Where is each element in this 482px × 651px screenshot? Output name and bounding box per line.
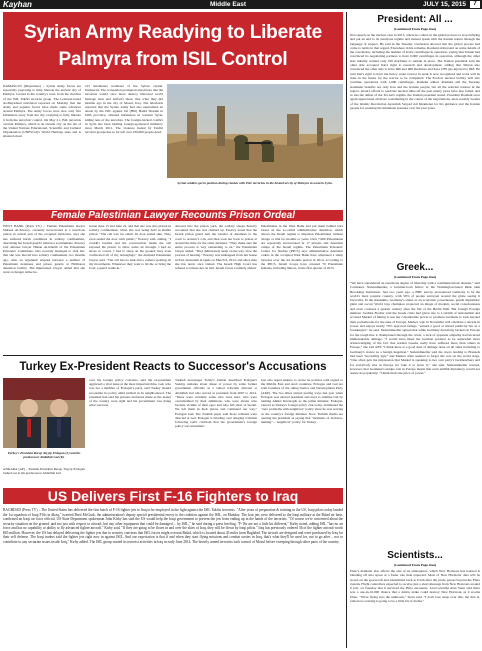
palestine-headline-bar [3, 210, 343, 221]
president-article: first speech on the nuclear case in 2013, where he called on the global powers to stop bullying and put an end to its sanctions regime and instead speak with the Iranian nation through the language of respect. He said in the Tuesday conclusion showed that the global powers had come to terms in that regard. Elsewhere in his remarks, Rouhani elaborated on some details of the conclusion, including the number of Iran's centrifuges in operation, saying that Tehran had convinced its negotiating partners to have 6,000 centrifuges in operation, although the other side initially wanted only 100 machines to remain in place. The Iranian president said the other side accepted Iran's right to research and development, adding that Tehran also convinced the other side to have IR6 and IR8 machines and have UF6 gas injected to IR8. He said Iran's right to have the heavy water reactor in Arak is now recognized and work will be done in the future for the reactor to be completed. The Fordow nuclear facility will also continue operations with 1,000 centrifuges, Rouhani added. Rouhani and the Tuesday statement benefits not only Iran and the Iranian people, but all the relevant nations in the region. Israel's efforts to push the nuclear talks off the past ninety years have also failed, and so has the defeat of the Tel Aviv regime, the Iranian president stated. President Rouhani once again appreciated all those contributing in the course of the negotiations, most notably Leader of the Islamic Revolution Ayatollah Seyyed Ali Khamenei for his guidance and the Iranian people for resisting the inhumane pressure over the past years. [350, 33, 480, 111]
us-f16-article: BAGHDAD (Press TV) – The United States has delivered the first batch of F-16 fighter jets to Iraq to be employed in the fight against the ISIL Takfiri terrorists. "After years of preparation & training in the US, Iraqi pilots today landed the 1st squadron of Iraqi F16s in #Iraq," tweeted Brett McGurk, the administration's deputy special presidential envoy to the coalition against the ISIL, on Monday. The four jets were delivered to the Iraqi military at the Balad air base, confirmed an Iraqi air force official. US State Department spokesman John Kirby has said the US would help the Iraqi government to prevent the jets from ending up in the hands of the terrorists. "Of course we're concerned about the security situation on the ground, and not just with respect to aircraft, but any other equipment that could be damaged ... by ISIL," he said during a press briefing. "F-16s are not a little bit different," Kirby noted, adding ISIL "has no air force and has no capability or ability to fly advanced fighter aircraft." Kirby said, "If they are going to be flown in and over the skies of Iraq, they will be flown by Iraqi pilots." Iraq has previously ordered 36 of the fighter aircraft worth $65 million. However, the US has delayed delivering the fighter jets due to security concerns that ISIL forces might overrun Balad, which is located about 45 miles from Baghdad. The aircraft are designed and were purchased by Iraq for their self defense. The Iraqi traders said the fighter jets right now in against ISIL. And our expectation is that if and when they start flying missions and combat sorties in Iraq, that's what they'll be used for, not to go after – not to contribute to any sectarian issues inside Iraq," Kirby added. The ISIL group started its terrorist activities in Iraq in early June 2014. The heavily armed terrorists took control of Mosul before sweeping through other parts of the country. [3, 508, 343, 544]
masthead [0, 0, 482, 9]
turkey-photo-image [3, 378, 85, 448]
turkey-photo-caption: Turkey's President Recep Tayyip Erdogan (L) and his predecessor Abdullah Gul (R). [7, 451, 81, 459]
turkey-headline: Turkey Ex-President Reacts to Successor's Accusations [19, 361, 327, 373]
turkey-article-col2: over his foreign policy concerns, said the ex-president aggrieved a vital issue at the most important time. Gul, who was not a member of Erdogan's party, said Turkey should reconsider its policy amid turmoil in its neighborhood. The president had said his greatest decisions made as the leader of the country were right and his government was doing what was best. [89, 378, 171, 408]
column-divider [346, 12, 347, 648]
palestine-article-col2: tween June 15 and June 22, and that she was also placed in solitary confinement, when she was being held in Ramla prison. "The cell was too small. Its door sealed shut. They even sealed the door with plastic," Eesawy said, adding, "I couldn't breathe and the conversation inside the cell exposed the plastic to allow some air through. I had no shoes or covers. I had to sleep on the ground; they even confiscated all of my belongings," the detained Palestinian lawyer said. "The cell has no sink and a camera spotting all my movements. Whenever they want to hit me or bring me food, a guard walks in." [89, 224, 171, 271]
palestine-article-col4: Palestinians in the West Bank and put them behind bars based on the so-called administrative detention, which allows the Israeli regime to imprison Palestinians without charge or trial for months or years. Over 7,000 Palestinians are reportedly incarcerated in 17 prisons and detention camps of the Israeli regime. The Palestinian Prisoners' Center for Studies (PPCS) says administrative detention orders in the occupied West Bank have witnessed a sharp increase over the six months period in 2014, according to the PPCS, Israeli troops have arrested 70 Palestinian females, including minors, in the first quarter of 2015. [261, 224, 343, 271]
palestine-headline: Female Palestinian Lawyer Recounts Prison Ordeal [51, 210, 295, 221]
issue-date: JULY 15, 2015 [422, 1, 466, 8]
scientists-article: Pluto's diameter also affects the size of its atmosphere, which New Horizons has learned is bleeding off into space at a faster rate than expected. Most of New Horizons' data will be stored on the spacecraft and transmitted back to Earth after the probe passes beyond the Pluto system. Flight controllers expected to receive just a short message from New Horizons around 9 p.m. on Tuesday that it survived the Pluto encounter. Lead scientist Alan Stern said there was a one-in-10,000 chance that a debris strike could destroy New Horizons as it zooms Pluto. "We're flying into the unknown," Stern said. "I don't lose sleep over this, but that is, tomorrow evening is going to be a little bit of drama." [350, 569, 480, 604]
president-continued-sub: (Continued From Page One) [393, 27, 437, 31]
greek-continued-head: Greek... [396, 262, 434, 273]
palestine-article-col1: WEST BANK (Press TV) – Female Palestinian lawyer Shireen Al-Eesawy, currently incarcerated at a notorious prison in central part of the occupied territories, says she has suffered harsh conditions in solitary confinement, describing her Israeli guards' behavior as inhumane. Eesawy told defense lawyer Hanan Al-Khatib of the Palestinian Prisoners' Committee, who recently managed to visit her, that she was moved into solitary confinement two months ago, after an argument erupted between a number of Palestinian detainees and prison guards at HaSharon detention facility. The imprisoned lawyer added that she went on hunger strike be- [3, 224, 85, 275]
syria-soldiers-photo [167, 84, 343, 178]
kayhan-logo: Kayhan [3, 0, 32, 9]
syria-headline-banner [3, 12, 343, 80]
syria-photo-image [167, 84, 343, 178]
greek-continued-sub: (Continued From Page One) [393, 275, 437, 279]
turkey-article-col1: ANKARA (AP) – Turkish President Recep Tayyip Erdogan lashed out at his predecessor Abdullah Gul [3, 467, 85, 476]
syria-headline-line2: Palmyra from ISIL Control [58, 49, 288, 70]
syria-article-col1: DAMASCUS (Dispatches) – Syrian Army forces are reportedly preparing to fully liberate the ancient city of Palmyra, located in the country's west, from the clutches of the ISIL Takfiri terrorist group. The Lebanon-based Al-Mayadeen television reported on Monday that the Army and popular forces have made some advances around Palmyra. The Army forces were now only five kilometers away from the city, readying to fully liberate it from the terrorists' control. On May 21, ISIL terrorists overran Palmyra, which is an ancient city on the list of the United Nations Educational, Scientific and Cultural Organization (UNESCO)'s World Heritage sites and is situated about [3, 84, 81, 139]
scientists-continued-sub: (Continued From Page One) [393, 563, 437, 567]
divider [3, 355, 343, 356]
greek-article: "We have squandered an enormous degree of liberality with a communications disaster," said Constanze Stelzenmueller, a German-born fellow at the Washington-based think tank Brookings Institution. Just two years ago, a BBC survey pronounced Germany to be the world's most popular country, with 59% of people surveyed around the globe seeing it favorably. In the meantime, Germany's status as an economic powerhouse, gentle diplomatic giant and soccer World Cup champion projected an image of modern, social consciousness and even coolness a quarter century after the fall of the Berlin Wall. But foreign Foreign minister Joschka Fischer said the Greek crisis had given rise to a rebirth of nationalism and accused Merkel of failing to use her considerable power to promote Germans to look beyond their pocketbooks for the sake of Europe. Merkel, who in November will celebrate a decade in power and enjoys nearly 70% approval ratings, "earned a good or mixed publicity but as a bookkeeper", he said. Stelzenmueller agreed that while Germany had many backers in Europe for the tough line it championed through the crisis, a lack of apparent empathy had incurred immeasurable damage. "I would have liked the German position to be somewhat more acknowledging of the fact that normal Greeks really have suffered more than others in Europe," she told AFP. "I think there is a good deal of damage done on all sides including to Germany's stance as a benign hegemon." Stelzenmueller said the doors leading to Brussels had been "incredibly ugly" and Merkel often seemed to forget she was on the world stage. "One often gets the impression that Merkel is speaking to her own party's backbenchers and for everybody else in Europe it's 'take it or leave it'," she said. Stelzenmueller warned, however, that Germany's unique role in Europe meant that even skillful diplomacy would not assure its popularity. "I think that's the price of power." [350, 281, 480, 376]
scientists-continued-head: Scientists... [387, 550, 443, 561]
page-number: 7 [470, 1, 480, 8]
section-title: Middle East [209, 1, 247, 8]
us-f16-headline: US Delivers First F-16 Fighters to Iraq [47, 488, 299, 504]
president-continued-head: President: All ... [377, 14, 453, 25]
syria-article-col2: 215 kilometers northeast of the Syrian capital, Damascus. The occupation prompted raised fears that the terrorists would once more destroy historical world heritage sites and artifacts there, like what they did months ago in the city of Mosul, Iraq. The television reported that the Syrian Army had also neutralized an attack by the ISIL against Tal (Hill) Hadid Shariah in Idlib province, situated kilometers in western Syria, killing tens of the terrorists. The foreign-backed conflict in Syria has been battling foreign-sponsored militancy since March 2011. The violence fueled by Takfiri terrorist groups has so far left over 230,000 people dead. [85, 84, 163, 135]
turkey-article-col4: Gul also urged Ankara to revise its policies with regard to the Middle East and Arab countries. Erdogan and Gul are both founders of the ruling Justice and Development Party (AKP). The two allies started parting ways last year when Erdogan was elected president and tried to sideline Gul by naming Ahmet Davutoglu as the prime minister. Erdogan, viewed as Turkey's foreign policy czar today, dominated the "zero problems with neighbors" policy since he was serving as the country's foreign minister. Now, Turkish media are quoting the president as saying that "moments of decision-making" ... neighbors" policy for Turkey. [261, 378, 343, 425]
palestine-article-col3: allowed into the prison yard, the solitary sleeps Eesawy recounted that she was chained up. Eesawy noted that the Israeli prison guard sent the transfer of detainees to the court to around 2 a.m. and then took her back to prison at around the time for the other detained. "They make sure the entire process is very exhausting to us," the Palestinian lawyer added. "They deliberately sleep on the way, slow the process of hearing." Eesawy was kidnapped from her house in East Jerusalem al-Quds on March 6, 2014, and since then she has never once visited. The Israeli High Court has refused to release her on bail. Israeli forces routinely abduct [175, 224, 257, 271]
us-f16-headline-bar [3, 488, 343, 504]
turkey-article-col3: Turkish newspaper Today's Zaman described Erdogan's Sunday remarks about abuse of power by some former government officials as a veiled criticism directed at Abdullah Gul who served as president from 2007 to 2014. "There were certainly some who were hurt, who were overwhelmed by their ambitions, who were afraid, who became victims of their egos and who fell short of breath. We left them in their places and continued our way," Erdogan said. The Turkish paper said those remarks were directed at Gul. Erdogan is bristling over stinging criticism following Gul's criticism that the government's foreign policy was unrealistic. [175, 378, 257, 429]
syria-photo-caption: Syrian soldiers get in position during clashes with ISIL terrorists in the historical city of Palmyra in western Syria. [177, 181, 333, 185]
syria-headline-line1: Syrian Army Readying to Liberate [23, 22, 323, 43]
turkey-leaders-photo [3, 378, 85, 448]
